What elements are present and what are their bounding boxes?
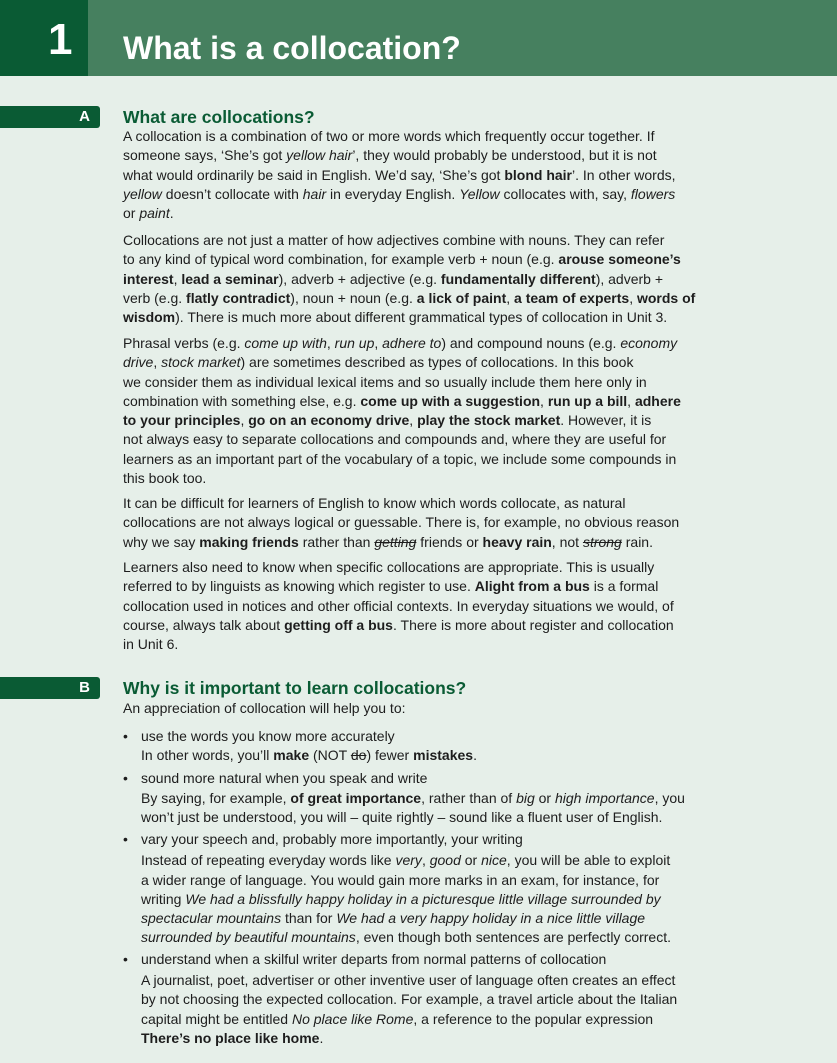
text-line: course, always talk about getting off a bus. There is more about register and collocation bbox=[123, 616, 674, 633]
bullet-4-text: A journalist, poet, advertiser or other inventive user of language often creates an effect bbox=[141, 972, 676, 988]
text-line: learners as an important part of the vocabulary of a topic, we include some compounds in bbox=[123, 450, 677, 467]
bullet-3-text: surrounded by beautiful mountains, even though both sentences are perfectly correct. bbox=[141, 929, 671, 945]
section-a-paragraph-4 bbox=[123, 494, 733, 552]
text-line: what would ordinarily be said in English. We’d say, ‘She’s got blond hair’. In other words, bbox=[123, 166, 676, 183]
section-b-title: Why is it important to learn collocations? bbox=[123, 678, 467, 698]
bullet-marker: • bbox=[123, 770, 128, 786]
bullet-2-text: won’t just be understood, you will – quite rightly – sound like a fluent user of English. bbox=[141, 809, 663, 825]
bullet-4-heading: understand when a skilful writer departs from normal patterns of collocation bbox=[141, 951, 607, 967]
text-line: in Unit 6. bbox=[123, 636, 179, 653]
section-a-letter: A bbox=[79, 108, 90, 125]
text-line: someone says, ‘She’s got yellow hair’, they would probably be understood, but it is not bbox=[123, 147, 657, 164]
text-line: to your principles, go on an economy drive, play the stock market. However, it is bbox=[123, 412, 652, 429]
text-line: not always easy to separate collocations and compounds and, where they are useful for bbox=[123, 431, 667, 448]
unit-title: What is a collocation? bbox=[123, 30, 461, 66]
bullet-marker: • bbox=[123, 728, 128, 744]
text-line: Phrasal verbs (e.g. come up with, run up, adhere to) and compound nouns (e.g. economy bbox=[123, 335, 678, 351]
bullet-4-text: by not choosing the expected collocation. For example, a travel article about the Italian bbox=[141, 991, 678, 1007]
text-line: this book too. bbox=[123, 470, 207, 487]
bullet-4-text: capital might be entitled No place like Rome, a reference to the popular expression bbox=[141, 1011, 654, 1027]
text-line: why we say making friends rather than getting friends or heavy rain, not strong rain. bbox=[123, 533, 653, 550]
section-a-title: What are collocations? bbox=[123, 107, 315, 127]
text-line: interest, lead a seminar), adverb + adjective (e.g. fundamentally different), adverb + bbox=[123, 270, 664, 287]
bullet-1-text: In other words, you’ll make (NOT do) fewer mistakes. bbox=[141, 747, 477, 763]
section-a-paragraph-5 bbox=[123, 558, 733, 654]
text-line: to any kind of typical word combination, for example verb + noun (e.g. arouse someone’s bbox=[123, 251, 681, 268]
bullet-marker: • bbox=[123, 831, 128, 847]
section-b-intro: An appreciation of collocation will help you to: bbox=[123, 700, 406, 716]
text-line: It can be difficult for learners of English to know which words collocate, as natural bbox=[123, 495, 626, 511]
unit-number-box bbox=[0, 0, 88, 76]
section-a-paragraph-2 bbox=[123, 231, 733, 327]
section-b-tab bbox=[0, 677, 100, 699]
text-line: collocation used in notices and other official contexts. In everyday situations we would, of bbox=[123, 597, 674, 614]
text-line: Collocations are not just a matter of how adjectives combine with nouns. They can refer bbox=[123, 232, 665, 248]
section-b-letter: B bbox=[79, 679, 90, 696]
bullet-3-text: writing We had a blissfully happy holiday in a picturesque little village surrounded by bbox=[141, 891, 661, 907]
text-line: or paint. bbox=[123, 205, 174, 222]
text-line: yellow doesn’t collocate with hair in everyday English. Yellow collocates with, say, flowers bbox=[123, 185, 676, 202]
unit-number: 1 bbox=[48, 15, 73, 64]
text-line: A collocation is a combination of two or more words which frequently occur together. If bbox=[123, 128, 655, 144]
text-line: combination with something else, e.g. come up with a suggestion, run up a bill, adhere bbox=[123, 392, 681, 409]
text-line: we consider them as individual lexical items and so usually include them here only in bbox=[123, 373, 647, 390]
bullet-1-heading: use the words you know more accurately bbox=[141, 728, 395, 744]
section-a-paragraph-1 bbox=[123, 127, 733, 223]
bullet-3-text: spectacular mountains than for We had a very happy holiday in a nice little village bbox=[141, 910, 646, 926]
bullet-marker: • bbox=[123, 951, 128, 967]
text-line: Learners also need to know when specific collocations are appropriate. This is usually bbox=[123, 559, 655, 575]
text-line: wisdom). There is much more about different grammatical types of collocation in Unit 3. bbox=[123, 309, 668, 326]
text-line: drive, stock market) are sometimes described as types of collocations. In this book bbox=[123, 354, 634, 371]
text-line: verb (e.g. flatly contradict), noun + noun (e.g. a lick of paint, a team of experts, words of bbox=[123, 289, 696, 306]
bullet-3-text: a wider range of language. You would gain more marks in an exam, for instance, for bbox=[141, 872, 660, 888]
unit-header bbox=[0, 0, 837, 76]
text-line: referred to by linguists as knowing which register to use. Alight from a bus is a formal bbox=[123, 578, 659, 595]
bullet-2-heading: sound more natural when you speak and write bbox=[141, 770, 428, 786]
bullet-2-text: By saying, for example, of great importance, rather than of big or high importance, you bbox=[141, 790, 685, 806]
bullet-3-text: Instead of repeating everyday words like very, good or nice, you will be able to exploit bbox=[141, 852, 671, 868]
section-a-tab bbox=[0, 106, 100, 128]
bullet-3-heading: vary your speech and, probably more importantly, your writing bbox=[141, 831, 523, 847]
section-a-paragraph-3 bbox=[123, 334, 733, 488]
bullet-4-text: There’s no place like home. bbox=[141, 1030, 324, 1046]
text-line: collocations are not always logical or guessable. There is, for example, no obvious reason bbox=[123, 514, 680, 531]
